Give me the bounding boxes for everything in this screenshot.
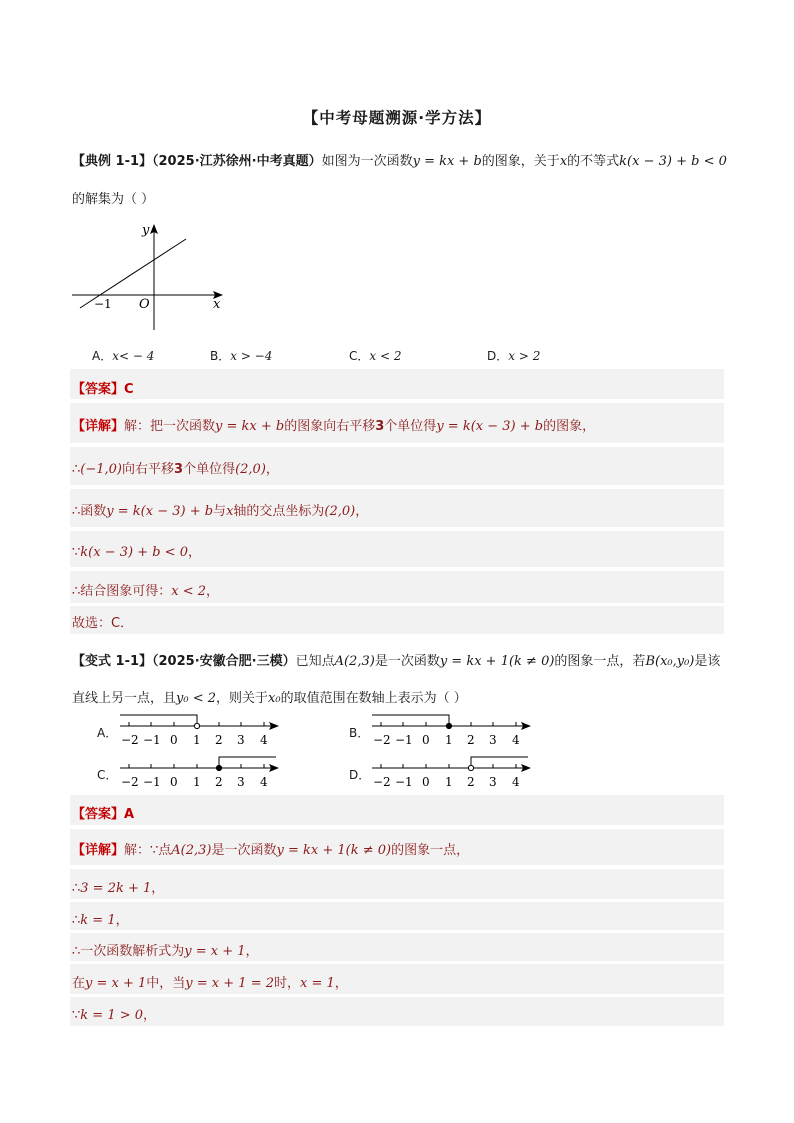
tick-label: −2 (373, 775, 391, 789)
step-text: ∴ (72, 913, 81, 928)
detail-panel-bg (70, 997, 724, 1026)
step-text: 个单位得 (183, 462, 236, 477)
answer-panel-bg (70, 369, 724, 399)
math-expr: y = kx + b (412, 154, 482, 169)
tick-label: 3 (489, 775, 497, 789)
x-axis-label: x (213, 297, 221, 312)
example-tag: 【典例 1-1】 (72, 154, 153, 169)
detail-step-3 (72, 909, 129, 928)
example-1-question (72, 150, 727, 169)
tick-label: 3 (237, 733, 245, 747)
tick-label: 4 (512, 775, 520, 789)
math-expr: y = k(x − 3) + b (106, 504, 214, 519)
option-a (92, 347, 154, 364)
closed-endpoint (446, 723, 451, 728)
step-text: ， (355, 504, 369, 519)
page-title: 【中考母题溯源·学方法】 (302, 109, 492, 127)
number-line-option-a (118, 714, 284, 748)
step-text: 与 (213, 504, 227, 519)
step-number: 3 (174, 462, 184, 477)
tick-label: 2 (467, 733, 475, 747)
detail-tag: 【详解】 (72, 843, 125, 858)
math-expr: k(x − 3) + b < 0 (80, 545, 188, 560)
tick-label: 4 (260, 775, 268, 789)
option-b (210, 347, 272, 364)
tick-label: −1 (143, 775, 161, 789)
tick-marks (129, 764, 264, 768)
step-text: 个单位得 (384, 419, 437, 434)
math-expr: y = kx + 1(k ≠ 0) (439, 654, 555, 669)
tick-label: 1 (193, 775, 201, 789)
math-expr: x = 1 (300, 976, 335, 991)
question-text: 的图象一点，若 (554, 654, 646, 669)
question-text: 是该 (694, 654, 721, 669)
math-expr: y = kx + 1(k ≠ 0) (276, 843, 392, 858)
step-text: ∴结合图象可得： (72, 584, 172, 599)
tick-label: 2 (467, 775, 475, 789)
answer-tag: 【答案】 (72, 807, 125, 822)
tick-label: 1 (193, 733, 201, 747)
detail-panel-bg (70, 902, 724, 930)
answer-tag: 【答案】 (72, 382, 125, 397)
tick-label: 3 (489, 733, 497, 747)
example-2-question-cont (72, 687, 467, 706)
number-line-option-c (118, 756, 284, 790)
math-expr: 3 = 2k + 1 (80, 881, 152, 896)
step-text: 解：把一次函数 (124, 419, 216, 434)
y-axis-label: y (142, 223, 150, 238)
question-text: 的不等式 (567, 154, 620, 169)
math-point: B(x₀,y₀) (645, 654, 695, 669)
math-expr: k = 1 (80, 913, 116, 928)
option-text: x < 2 (369, 349, 402, 363)
step-text: 中，当 (146, 976, 186, 991)
math-point: A(2,3) (334, 654, 375, 669)
tick-label: 4 (512, 733, 520, 747)
tick-label: −1 (143, 733, 161, 747)
math-var: x (559, 154, 568, 169)
solution-ray (219, 757, 276, 768)
tick-label: 2 (215, 775, 223, 789)
math-condition: y₀ < 2 (176, 691, 216, 706)
math-inequality: k(x − 3) + b < 0 (619, 154, 727, 169)
question-text: 已知点 (295, 654, 335, 669)
linear-function-graph (70, 218, 230, 338)
detail-step-5 (72, 580, 219, 599)
detail-step-2 (72, 458, 279, 477)
math-expr: (−1,0) (80, 462, 122, 477)
question-text: 的取值范围在数轴上表示为（ ） (280, 691, 467, 706)
step-text: ∴ (72, 462, 81, 477)
math-point: A(2,3) (171, 843, 212, 858)
step-text: 是一次函数 (211, 843, 277, 858)
step-text: 向右平移 (122, 462, 175, 477)
step-text: ， (151, 881, 165, 896)
tick-label: −1 (395, 775, 413, 789)
answer-panel-bg (70, 795, 724, 825)
option-d-letter: D． (349, 768, 371, 782)
example-2-question (72, 650, 720, 669)
tick-label: 0 (170, 775, 178, 789)
math-expr: y = kx + b (215, 419, 285, 434)
tick-label: 3 (237, 775, 245, 789)
tick-label: −2 (121, 775, 139, 789)
option-d (487, 347, 540, 364)
detail-step-6 (72, 1004, 156, 1023)
tick-label: 0 (422, 733, 430, 747)
detail-panel-bg (70, 606, 724, 634)
question-text: 直线上另一点，且 (72, 691, 177, 706)
step-text: 轴的交点坐标为 (233, 504, 325, 519)
step-text: ， (334, 976, 348, 991)
math-expr: (2,0) (324, 504, 356, 519)
example-source: （2025·安徽合肥·三模） (152, 654, 296, 669)
solution-ray (471, 757, 528, 768)
tick-label: −2 (121, 733, 139, 747)
tick-label: 0 (422, 775, 430, 789)
detail-step-4 (72, 940, 259, 959)
tick-label: 1 (445, 775, 453, 789)
option-a-letter: A． (97, 726, 118, 740)
math-var: x₀ (268, 691, 281, 706)
tick-label: 0 (170, 733, 178, 747)
option-letter: B． (210, 349, 231, 363)
step-number: 3 (375, 419, 385, 434)
option-c-letter: C． (97, 768, 118, 782)
detail-step-3 (72, 500, 368, 519)
tick-label: 4 (260, 733, 268, 747)
step-text: ， (245, 944, 259, 959)
question-text: 的图象，关于 (481, 154, 560, 169)
closed-endpoint (216, 765, 221, 770)
option-letter: C． (349, 349, 370, 363)
tick-label: −1 (94, 297, 112, 311)
step-text: 解：∵点 (124, 843, 172, 858)
number-line-option-d (370, 756, 536, 790)
option-text: x > −4 (230, 349, 273, 363)
final-choice: 故选：C． (72, 616, 134, 631)
step-text: 的图象向右平移 (284, 419, 376, 434)
math-expr: x < 2 (171, 584, 207, 599)
detail-tag: 【详解】 (72, 419, 125, 434)
step-text: ， (265, 462, 279, 477)
step-text: ， (206, 584, 220, 599)
solution-ray (120, 715, 197, 726)
option-text: x > 2 (508, 349, 541, 363)
option-letter: A． (92, 349, 113, 363)
origin-label: O (139, 297, 150, 312)
tick-label: 1 (445, 733, 453, 747)
answer-line (72, 378, 134, 397)
math-expr: y = x + 1 (85, 976, 147, 991)
step-text: ， (115, 913, 129, 928)
math-expr: y = x + 1 = 2 (185, 976, 274, 991)
answer-line (72, 803, 134, 822)
math-expr: y = k(x − 3) + b (436, 419, 544, 434)
detail-step-5 (72, 972, 348, 991)
open-endpoint (468, 765, 473, 770)
step-text: ∵ (72, 1008, 81, 1023)
step-text: 时， (274, 976, 301, 991)
tick-label: −1 (395, 733, 413, 747)
math-expr: k = 1 > 0 (80, 1008, 144, 1023)
tick-marks (381, 764, 516, 768)
detail-step-2 (72, 877, 164, 896)
math-var: x (226, 504, 234, 519)
question-text-cont: 的解集为（ ） (72, 192, 155, 207)
question-text: 是一次函数 (374, 654, 440, 669)
solution-ray (372, 715, 449, 726)
math-expr: (2,0) (235, 462, 266, 477)
option-b-letter: B． (349, 726, 370, 740)
detail-step-1 (72, 839, 469, 858)
detail-panel-bg (70, 869, 724, 899)
step-text: 的图象， (543, 419, 596, 434)
detail-step-1 (72, 415, 595, 434)
example-tag: 【变式 1-1】 (72, 654, 153, 669)
option-c (349, 347, 401, 364)
step-text: ∵ (72, 545, 81, 560)
tick-label: 2 (215, 733, 223, 747)
tick-label: −2 (373, 733, 391, 747)
option-letter: D． (487, 349, 509, 363)
answer-value: A (124, 807, 135, 822)
math-expr: y = x + 1 (184, 944, 246, 959)
option-text: x< − 4 (112, 349, 155, 363)
step-text: ∴一次函数解析式为 (72, 944, 185, 959)
step-text: ， (143, 1008, 157, 1023)
detail-step-4 (72, 541, 201, 560)
open-endpoint (194, 723, 199, 728)
step-text: 的图象一点， (391, 843, 470, 858)
step-text: 在 (72, 976, 86, 991)
answer-value: C (124, 382, 134, 397)
step-text: ∴函数 (72, 504, 107, 519)
question-text: ，则关于 (216, 691, 269, 706)
step-text: ， (187, 545, 201, 560)
example-source: （2025·江苏徐州·中考真题） (152, 154, 322, 169)
step-text: ∴ (72, 881, 81, 896)
question-text: 如图为一次函数 (321, 154, 413, 169)
number-line-option-b (370, 714, 536, 748)
